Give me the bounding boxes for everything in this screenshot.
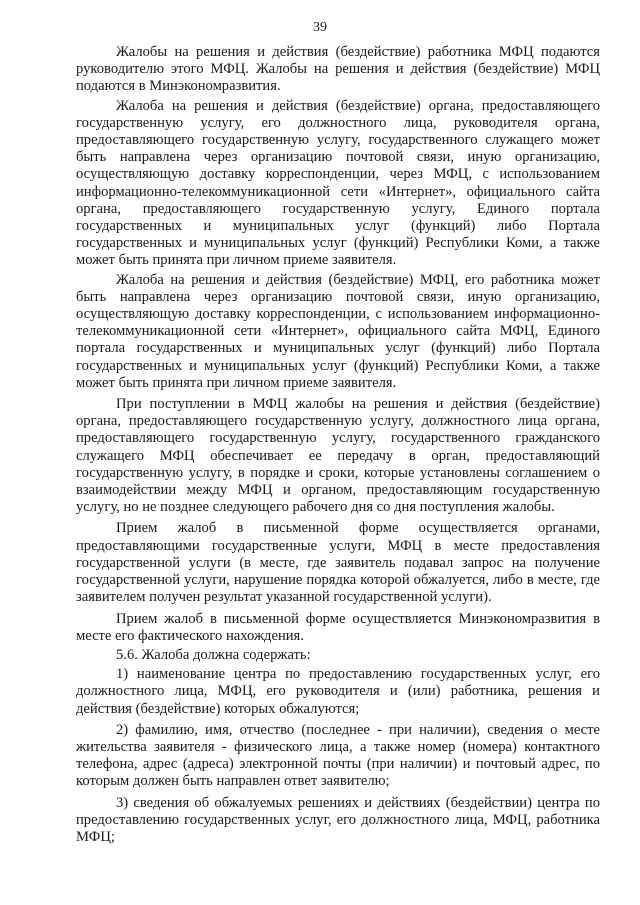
- paragraph-written-complaints: Прием жалоб в письменной форме осуществляется органами, предоставляющими государственные услуги, МФЦ в месте предоставления государственной услуги (в месте, где заявитель подавал запрос на получение государственной услуги, нарушение порядка которой обжалуется, либо в месте, где заявителем получен результат указанной государственной услуги).: [76, 520, 600, 606]
- paragraph-mfc-complaints: Жалобы на решения и действия (бездействие) работника МФЦ подаются руководителю этого МФЦ. Жалобы на решения и действия (бездействие) МФЦ подаются в Минэкономразвития.: [76, 44, 600, 95]
- page-number: 39: [313, 20, 327, 35]
- paragraph-complaint-transfer: При поступлении в МФЦ жалобы на решения и действия (бездействие) органа, предоставляющего государственную услугу, должностного лица органа, предоставляющего государственную услугу, государственного гражданского служащего МФЦ обеспечивает ее передачу в орган, предоставляющий государственную услугу, в порядке и сроки, которые установлены соглашением о взаимодействии между МФЦ и органом, предоставляющим государственную услугу, но не позднее следующего рабочего дня со дня поступления жалобы.: [76, 396, 600, 516]
- paragraph-ministry-reception: Прием жалоб в письменной форме осуществляется Минэкономразвития в месте его фактического нахождения.: [76, 610, 600, 644]
- paragraph-section-5-6: 5.6. Жалоба должна содержать:: [116, 646, 311, 663]
- paragraph-authority-complaint-channels: Жалоба на решения и действия (бездействие) органа, предоставляющего государственную услугу, его должностного лица, руководителя органа, предоставляющего государственную услугу, государственного служащего может быть направлена через организацию почтовой связи, иную организацию, осуществляющую доставку корреспонденции, через МФЦ, с использованием информационно-телекоммуникационной сети «Интернет», официального сайта органа, предоставляющего государственную услугу, Единого портала государственных и муниципальных услуг (функций) либо Портала государственных и муниципальных услуг (функций) Республики Коми, а также может быть принята при личном приеме заявителя.: [76, 97, 600, 269]
- list-item-2: 2) фамилию, имя, отчество (последнее - при наличии), сведения о месте жительства заявителя - физического лица, а также номер (номера) контактного телефона, адрес (адреса) электронной почты (при наличии) и почтовый адрес, по которым должен быть направлен ответ заявителю;: [76, 721, 600, 790]
- paragraph-mfc-complaint-channels: Жалоба на решения и действия (бездействие) МФЦ, его работника может быть направлена через организацию почтовой связи, иную организацию, осуществляющую доставку корреспонденции, с использованием информационно-телекоммуникационной сети «Интернет», официального сайта МФЦ, Единого портала государственных и муниципальных услуг (функций) либо Портала государственных и муниципальных услуг (функций) Республики Коми, а также может быть принята при личном приеме заявителя.: [76, 271, 600, 391]
- list-item-1: 1) наименование центра по предоставлению государственных услуг, его должностного лица, МФЦ, его руководителя и (или) работника, решения и действия (бездействие) которых обжалуются;: [76, 666, 600, 717]
- list-item-3: 3) сведения об обжалуемых решениях и действиях (бездействии) центра по предоставлению государственных услуг, его должностного лица, МФЦ, работника МФЦ;: [76, 794, 600, 845]
- document-body: [76, 44, 600, 848]
